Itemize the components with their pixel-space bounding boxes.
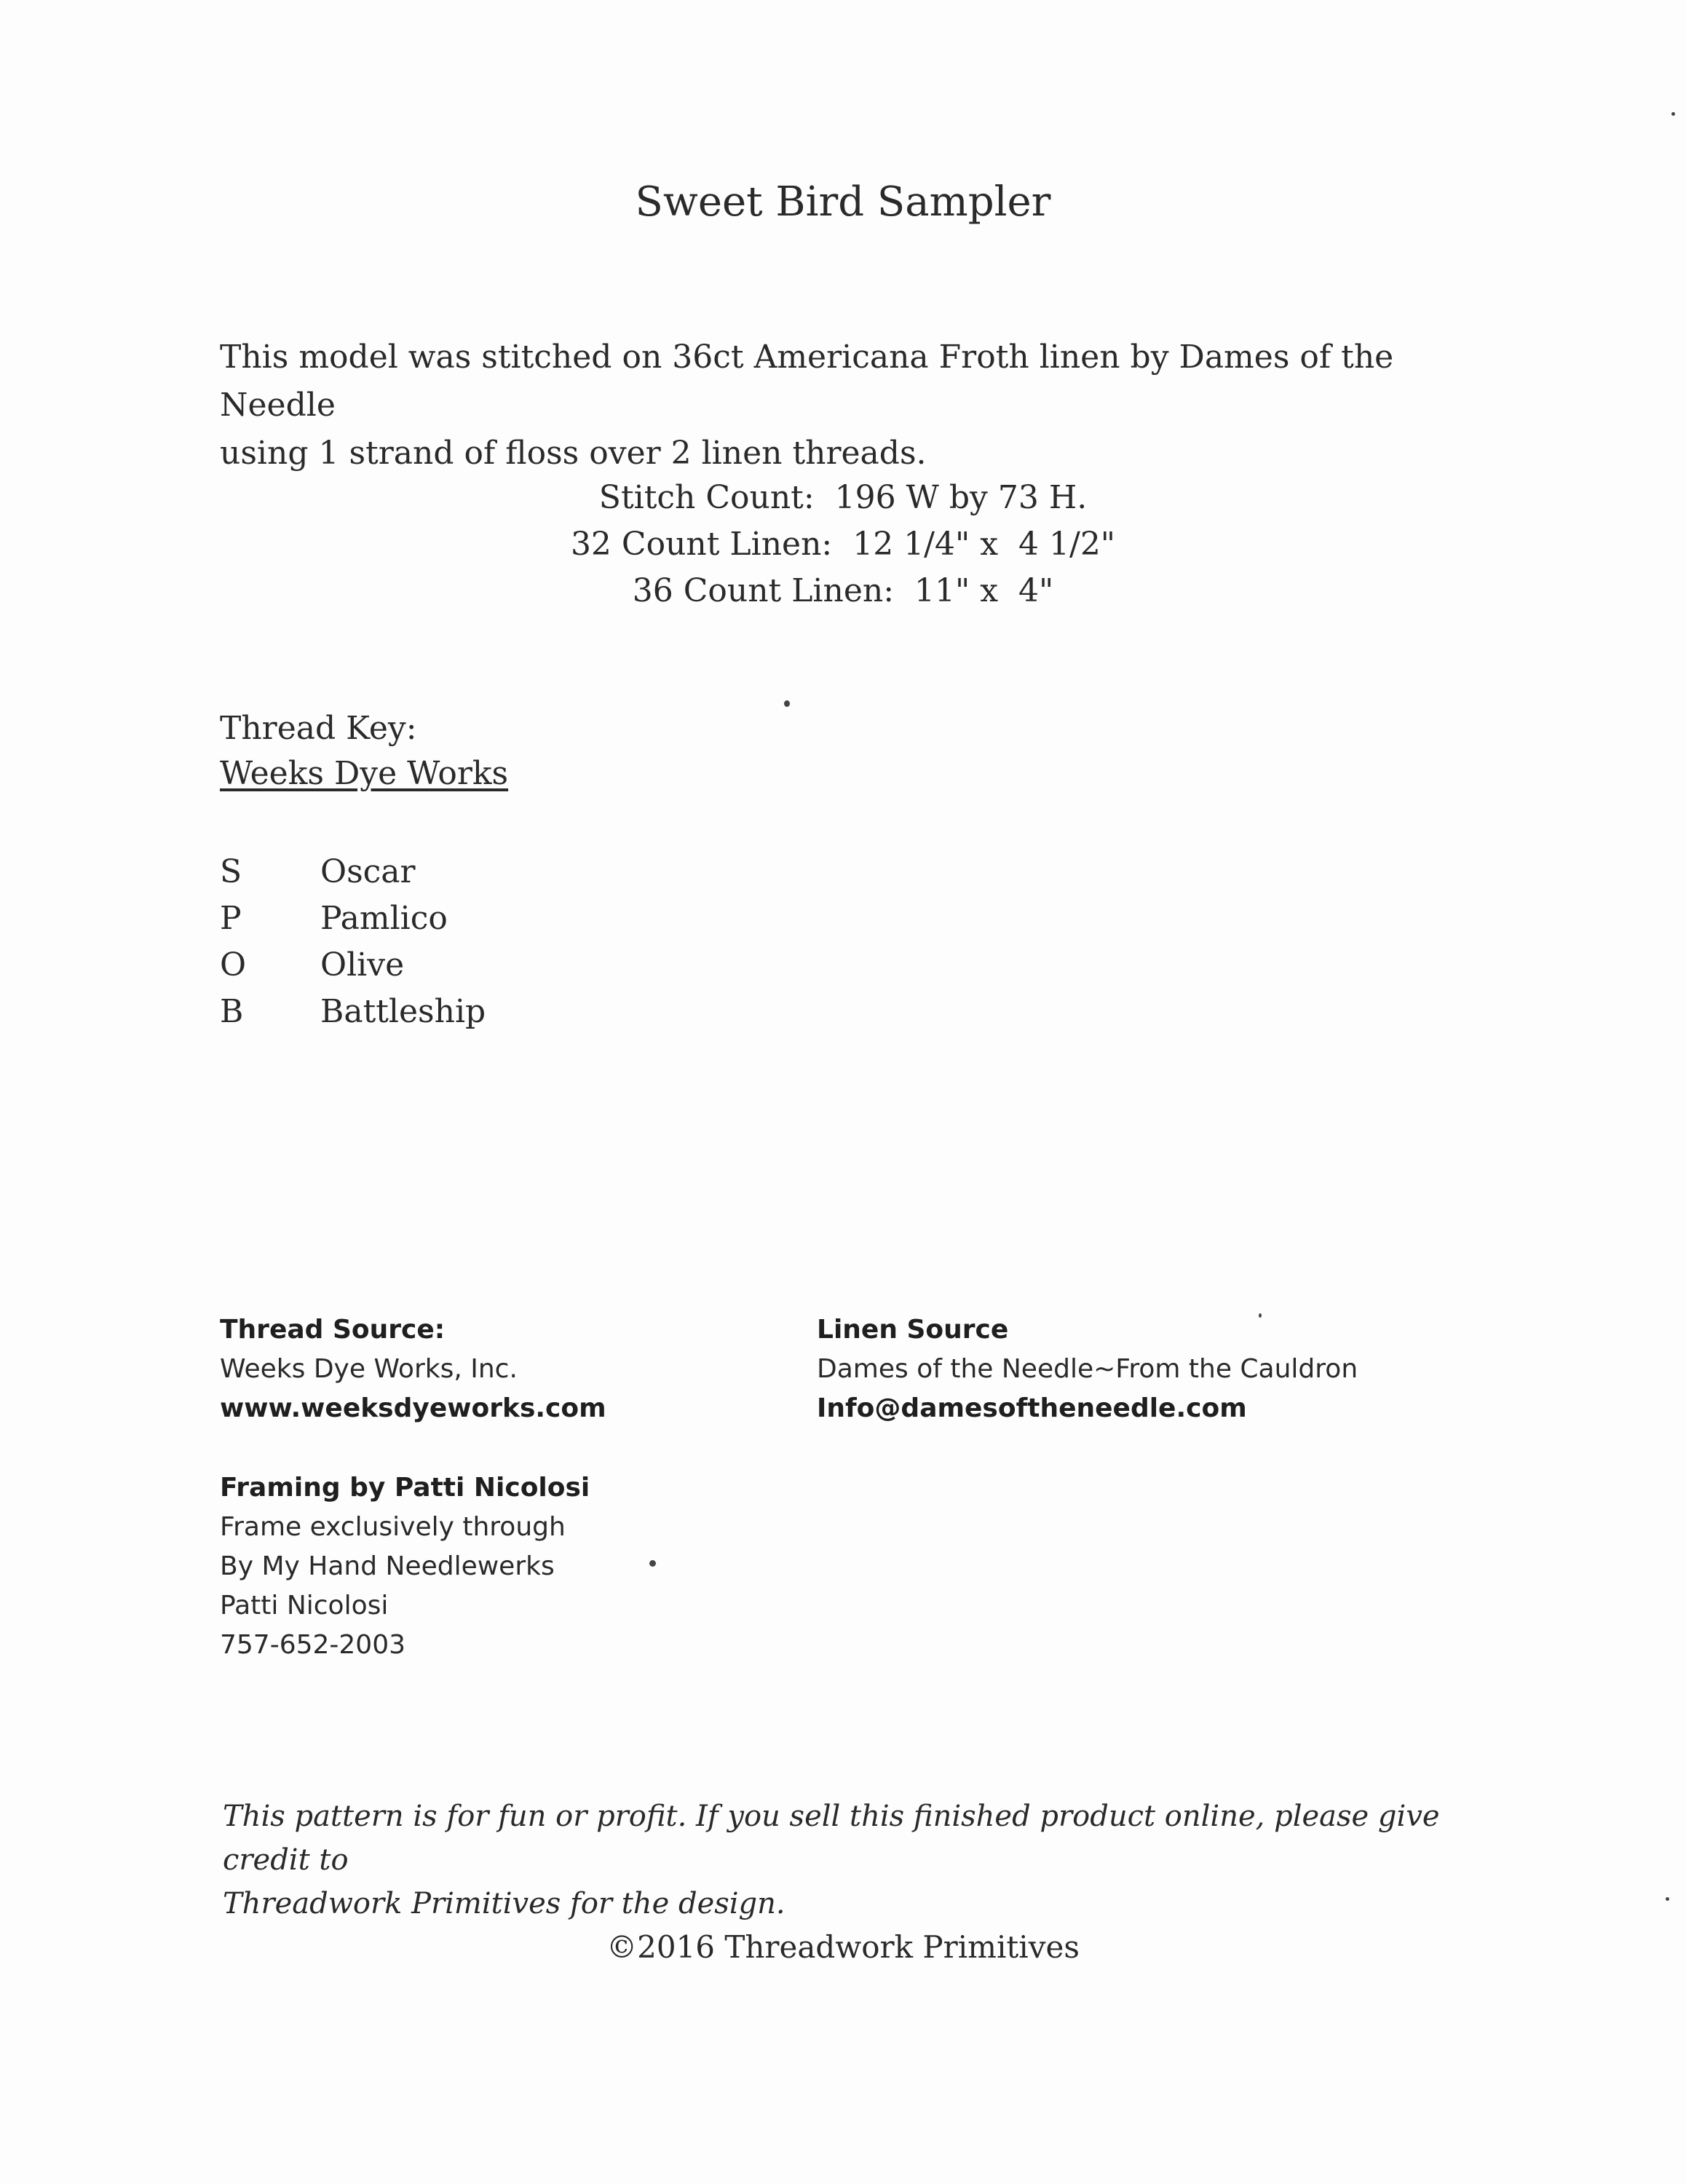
framing-line: Patti Nicolosi <box>220 1591 389 1621</box>
thread-name: Olive <box>320 946 405 984</box>
thread-key-item <box>220 988 486 1034</box>
page-title: Sweet Bird Sampler <box>635 178 1051 226</box>
framing-line: Frame exclusively through <box>220 1512 566 1542</box>
notice-line: This pattern is for fun or profit. If you sell this finished product online, please give credit to <box>223 1800 1440 1877</box>
framing-heading: Framing by Patti Nicolosi <box>220 1473 590 1503</box>
thread-source-url[interactable]: www.weeksdyeworks.com <box>220 1393 606 1423</box>
thread-name: Oscar <box>320 852 416 890</box>
intro-line: using 1 strand of floss over 2 linen threads. <box>220 435 927 472</box>
scan-speck <box>1666 1897 1669 1901</box>
thread-symbol: S <box>220 852 242 890</box>
thread-key-label: Thread Key: <box>220 710 417 747</box>
linen-source-block <box>817 1310 1358 1428</box>
intro-paragraph <box>220 333 1494 478</box>
thread-key-list <box>220 848 486 1034</box>
copyright: ©2016 Threadwork Primitives <box>606 1929 1080 1965</box>
stitch-count: Stitch Count: 196 W by 73 H. <box>598 479 1088 516</box>
linen-source-company: Dames of the Needle~From the Cauldron <box>817 1354 1358 1384</box>
thread-key-item <box>220 848 486 895</box>
thread-key-item <box>220 895 486 941</box>
framing-block <box>220 1468 590 1665</box>
notice-line: Threadwork Primitives for the design. <box>223 1887 785 1920</box>
linen-32-size: 32 Count Linen: 12 1/4" x 4 1/2" <box>570 526 1116 563</box>
scan-speck <box>1259 1313 1262 1318</box>
linen-source-heading: Linen Source <box>817 1315 1009 1345</box>
scan-speck <box>649 1560 656 1567</box>
framing-line: By My Hand Needlewerks <box>220 1551 555 1581</box>
thread-name: Pamlico <box>320 899 448 937</box>
thread-source-company: Weeks Dye Works, Inc. <box>220 1354 518 1384</box>
thread-key-item <box>220 941 486 988</box>
thread-symbol: P <box>220 899 242 937</box>
thread-key-brand: Weeks Dye Works <box>220 755 509 792</box>
thread-name: Battleship <box>320 992 486 1030</box>
scan-speck <box>1671 112 1675 116</box>
linen-36-size: 36 Count Linen: 11" x 4" <box>632 572 1054 609</box>
thread-symbol: O <box>220 946 247 984</box>
framing-phone: 757-652-2003 <box>220 1630 406 1660</box>
linen-source-email[interactable]: Info@damesoftheneedle.com <box>817 1393 1247 1423</box>
usage-notice <box>223 1795 1504 1926</box>
thread-source-block <box>220 1310 606 1428</box>
stitch-counts <box>0 475 1686 614</box>
thread-symbol: B <box>220 992 244 1030</box>
intro-line: This model was stitched on 36ct Americana Froth linen by Dames of the Needle <box>220 339 1394 424</box>
thread-source-heading: Thread Source: <box>220 1315 446 1345</box>
scan-speck <box>784 700 790 707</box>
